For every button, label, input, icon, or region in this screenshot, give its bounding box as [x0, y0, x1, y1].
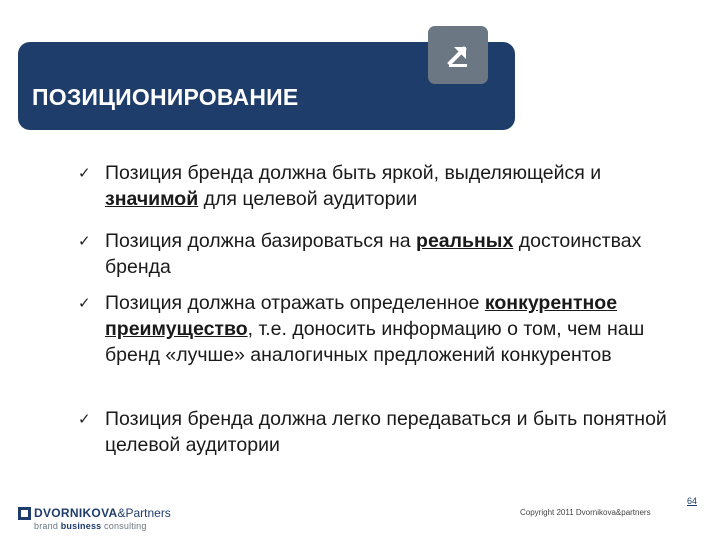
copyright-text: Copyright 2011 Dvornikova&partners [520, 508, 651, 517]
bullet-item: ✓ Позиция бренда должна легко передаваться и быть понятной целевой аудитории [78, 408, 667, 456]
check-icon: ✓ [78, 232, 91, 250]
page-number[interactable]: 64 [687, 496, 698, 506]
check-icon: ✓ [78, 294, 91, 312]
check-icon: ✓ [78, 164, 91, 182]
bullet-item: ✓ Позиция бренда должна быть яркой, выделяющейся и значимой для целевой аудитории [78, 162, 602, 210]
company-logo: DVORNIKOVA &Partners brand business consulting [18, 506, 171, 531]
logo-mark-icon [18, 507, 31, 520]
bullet-item: ✓ Позиция должна отражать определенное конкурентное преимущество, т.е. доносить информацию о том, чем наш бренд «лучше» аналогичных предложений конкурентов [78, 292, 645, 366]
slide-title: ПОЗИЦИОНИРОВАНИЕ [32, 84, 299, 110]
arrow-up-right-icon [428, 26, 488, 84]
check-icon: ✓ [78, 410, 91, 428]
bullet-item: ✓ Позиция должна базироваться на реальных достоинствах бренда [78, 230, 642, 278]
logo-tagline: brand business consulting [34, 521, 147, 531]
